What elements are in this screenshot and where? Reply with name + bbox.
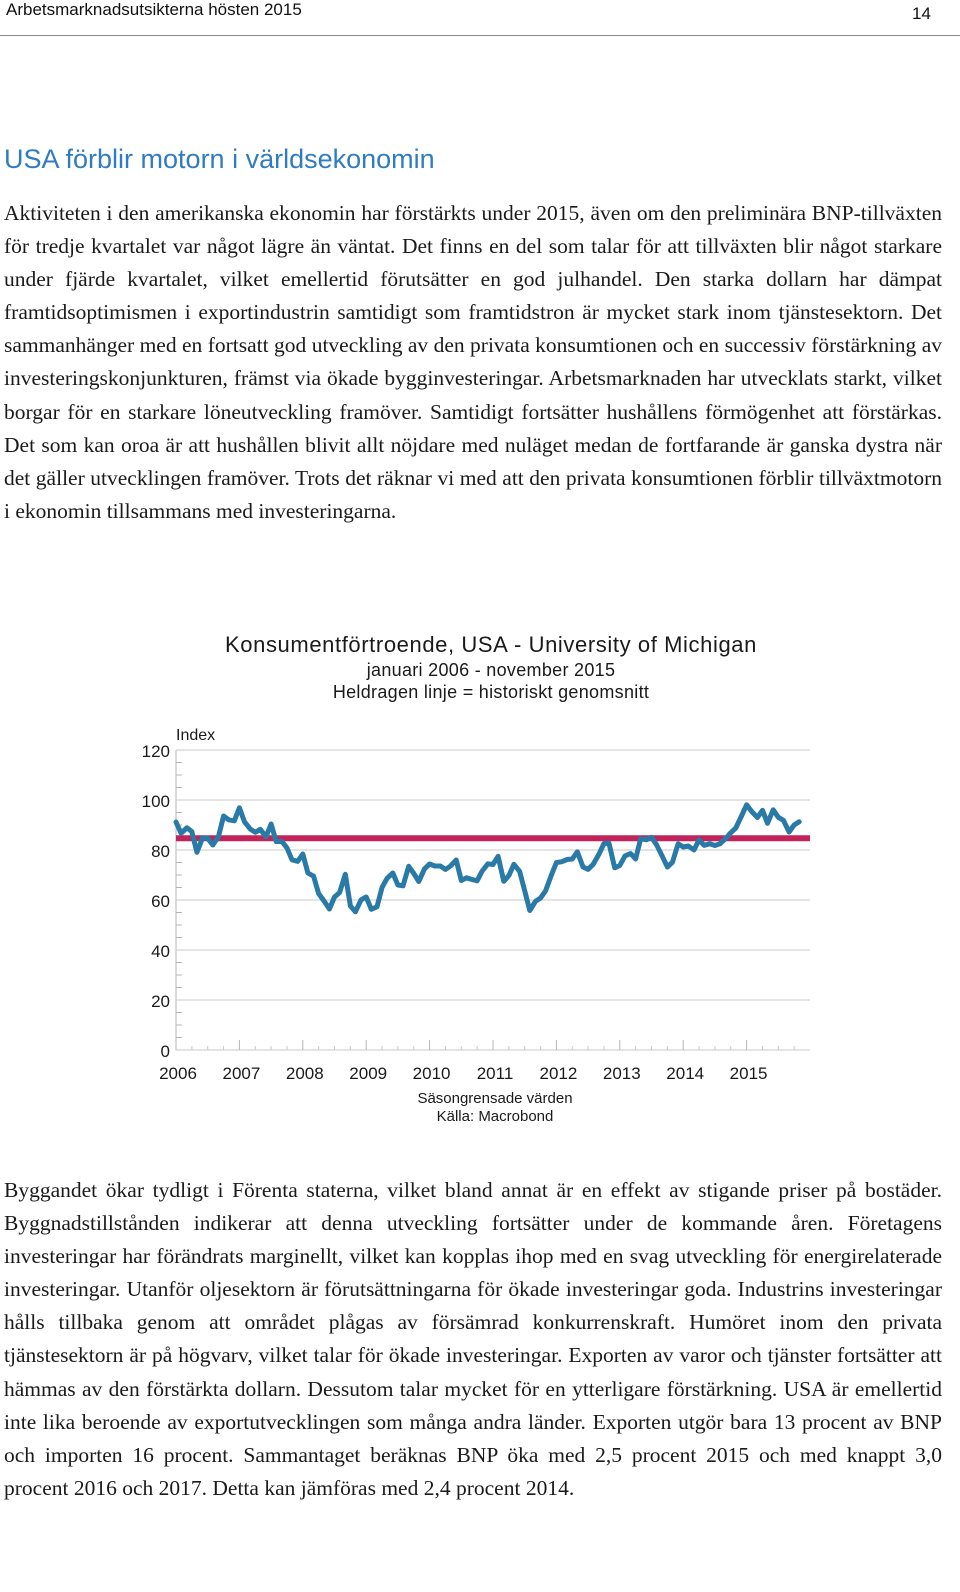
chart-subtitle-average: Heldragen linje = historiskt genomsnitt [332,682,650,702]
chart-subtitle-period: januari 2006 - november 2015 [366,660,616,680]
header-rule [0,35,960,36]
consumer-confidence-series-line [176,805,799,912]
y-tick-label: 60 [151,892,170,911]
y-axis-label: Index [176,727,216,744]
running-title: Arbetsmarknadsutsikterna hösten 2015 [6,0,302,19]
x-tick-label: 2014 [666,1064,705,1083]
x-tick-label: 2007 [222,1064,261,1083]
chart-footnote-source: Källa: Macrobond [436,1108,554,1125]
y-tick-label: 80 [151,842,170,861]
consumer-confidence-chart [0,700,960,1095]
x-tick-label: 2013 [602,1064,641,1083]
x-tick-label: 2008 [285,1064,324,1083]
y-tick-label: 120 [141,742,170,761]
y-tick-label: 20 [151,992,170,1011]
x-tick-label: 2010 [412,1064,451,1083]
x-tick-label: 2006 [159,1064,197,1083]
y-tick-label: 40 [151,942,170,961]
x-tick-label: 2009 [349,1064,388,1083]
body-paragraph-2: Byggandet ökar tydligt i Förenta staterna, vilket bland annat är en effekt av stigande priser på bostäder. Byggnadstillstånden indikerar att denna utveckling fortsätter under de kommande åren. Företagens investeringar har förändrats marginellt, vilket kan kopplas ihop med en svag utveckling för energirelaterade investeringar. Utanför oljesektorn är förutsättningarna för ökade investeringar goda. Industrins investeringar hålls tillbaka genom att området plågas av försämrad konkurrenskraft. Humöret inom den privata tjänstesektorn är på högvarv, vilket talar för ökade investeringar. Exporten av varor och tjänster fortsätter att hämmas av den förstärkta dollarn. Dessutom talar mycket för en ytterligare förstärkning. USA är emellertid inte lika beroende av exportutvecklingen som många andra länder. Exporten utgör bara 13 procent av BNP och importen 16 procent. Sammantaget beräknas BNP öka med 2,5 procent 2015 och med knappt 3,0 procent 2016 och 2017. Detta kan jämföras med 2,4 procent 2014. [4,1178,942,1500]
chart-title: Konsumentförtroende, USA - University of Michigan [225,632,757,657]
x-tick-label: 2011 [476,1064,514,1083]
page-number: 14 [912,4,931,23]
x-tick-label: 2015 [729,1064,768,1083]
chart-footnote-seasonal: Säsongrensade värden [417,1090,573,1107]
x-tick-label: 2012 [539,1064,578,1083]
body-paragraph-1: Aktiviteten i den amerikanska ekonomin har förstärkts under 2015, även om den preliminära BNP-tillväxten för tredje kvartalet var något lägre än väntat. Det finns en del som talar för att tillväxten blir något starkare under fjärde kvartalet, vilket emellertid förutsätter en god julhandel. Den starka dollarn har dämpat framtidsoptimismen i exportindustrin samtidigt som framtidstron är mycket stark inom tjänstesektorn. Det sammanhänger med en fortsatt god utveckling av den privata konsumtionen och en successiv förstärkning av investeringskonjunkturen, främst via ökade bygginvesteringar. Arbetsmarknaden har utvecklats starkt, vilket borgar för en starkare löneutveckling framöver. Samtidigt fortsätter hushållens förmögenhet att förstärkas. Det som kan oroa är att hushållen blivit allt nöjdare med nuläget medan de fortfarande är ganska dystra när det gäller utvecklingen framöver. Trots det räknar vi med att den privata konsumtionen förblir tillväxtmotorn i ekonomin tillsammans med investeringarna. [4,201,942,523]
section-heading: USA förblir motorn i världsekonomin [4,144,435,174]
y-tick-label: 100 [141,792,170,811]
y-tick-label: 0 [160,1042,170,1061]
